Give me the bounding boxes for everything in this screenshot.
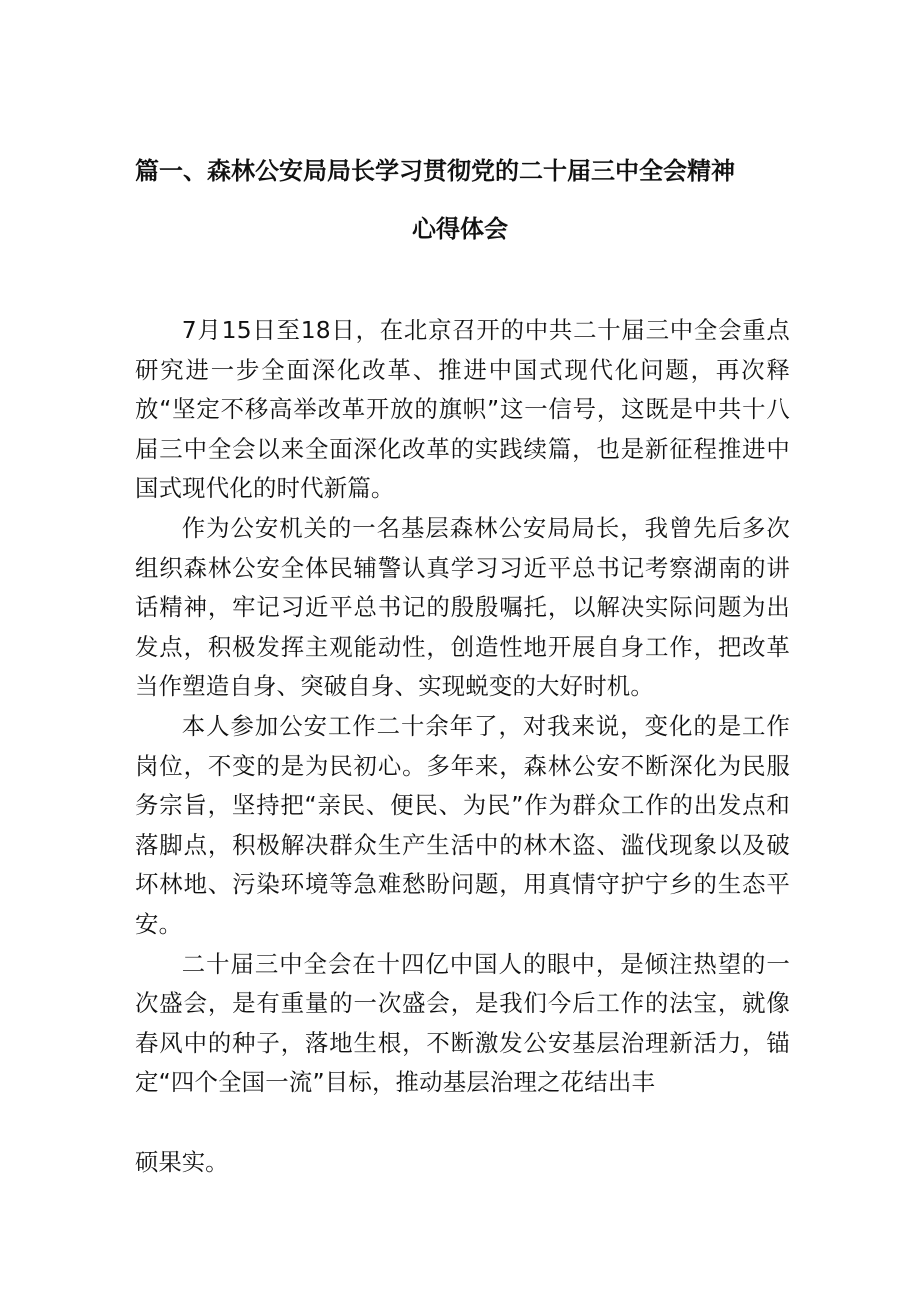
paragraph-tail: 硕果实。 (135, 1148, 229, 1176)
document-body (135, 311, 790, 1103)
paragraph-3: 本人参加公安工作二十余年了，对我来说，变化的是工作岗位，不变的是为民初心。多年来，森林公安不断深化为民服务宗旨，坚持把“亲民、便民、为民”作为群众工作的出发点和落脚点，积极解决群众生产生活中的林木盗、滥伐现象以及破坏林地、污染环境等急难愁盼问题，用真情守护宁乡的生态平安。 (135, 711, 790, 938)
paragraph-4: 二十届三中全会在十四亿中国人的眼中，是倾注热望的一次盛会，是有重量的一次盛会，是我们今后工作的法宝，就像春风中的种子，落地生根，不断激发公安基层治理新活力，锚定“四个全国一流”目标，推动基层治理之花结出丰 (135, 949, 790, 1097)
paragraph-1: 7月15日至18日，在北京召开的中共二十届三中全会重点研究进一步全面深化改革、推进中国式现代化问题，再次释放“坚定不移高举改革开放的旗帜”这一信号，这既是中共十八届三中全会以来全面深化改革的实践续篇，也是新征程推进中国式现代化的时代新篇。 (135, 316, 790, 503)
document-title-line1: 篇一、森林公安局局长学习贯彻党的二十届三中全会精神 (135, 157, 735, 185)
paragraph-2: 作为公安机关的一名基层森林公安局局长，我曾先后多次组织森林公安全体民辅警认真学习习近平总书记考察湖南的讲话精神，牢记习近平总书记的殷殷嘱托，以解决实际问题为出发点，积极发挥主观能动性，创造性地开展自身工作，把改革当作塑造自身、突破自身、实现蜕变的大好时机。 (135, 513, 790, 701)
document-title-line2: 心得体会 (412, 215, 508, 243)
